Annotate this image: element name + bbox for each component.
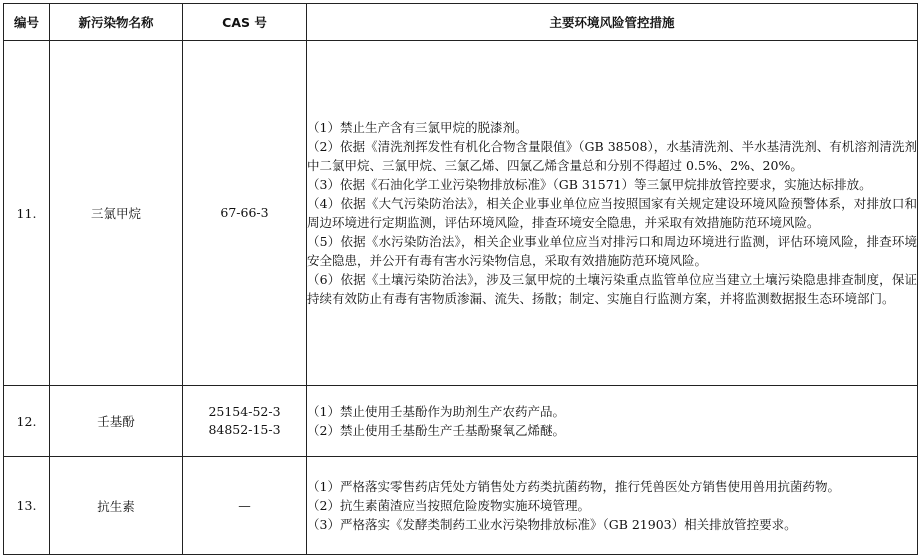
header-measures: 主要环境风险管控措施 (307, 4, 918, 41)
measure-item: （3）依据《石油化学工业污染物排放标准》（GB 31571）等三氯甲烷排放管控要求，实施达标排放。 (307, 177, 872, 192)
header-no: 编号 (4, 4, 50, 41)
measure-item: （2）抗生素菌渣应当按照危险废物实施环境管理。 (307, 498, 590, 513)
table-row (4, 457, 918, 555)
measure-item: （6）依据《土壤污染防治法》，涉及三氯甲烷的土壤污染重点监管单位应当建立土壤污染隐患排查制度，保证持续有效防止有毒有害物质渗漏、流失、扬散；制定、实施自行监测方案，并将监测数据报生态环境部门。 (307, 272, 917, 306)
cas-number: — (238, 497, 251, 513)
pollutant-table (3, 3, 918, 555)
row-no: 11. (4, 41, 50, 386)
cas-cell (183, 386, 307, 457)
header-row (4, 4, 918, 41)
measure-item: （5）依据《水污染防治法》，相关企业事业单位应当对排污口和周边环境进行监测，评估环境风险，排查环境安全隐患，并公开有毒有害水污染物信息，采取有效措施防范环境风险。 (307, 234, 917, 268)
pollutant-name: 壬基酚 (50, 386, 183, 457)
measures-cell (307, 386, 918, 457)
measure-item: （2）依据《清洗剂挥发性有机化合物含量限值》（GB 38508），水基清洗剂、半水基清洗剂、有机溶剂清洗剂中二氯甲烷、三氯甲烷、三氯乙烯、四氯乙烯含量总和分别不得超过 0.5%、2%、20%。 (307, 139, 917, 173)
header-name: 新污染物名称 (50, 4, 183, 41)
measures-cell (307, 457, 918, 555)
measure-item: （3）严格落实《发酵类制药工业水污染物排放标准》（GB 21903）相关排放管控要求。 (307, 517, 797, 532)
pollutant-name: 三氯甲烷 (50, 41, 183, 386)
table-row (4, 386, 918, 457)
table-row (4, 41, 918, 386)
pollutant-name: 抗生素 (50, 457, 183, 555)
measure-item: （4）依据《大气污染防治法》，相关企业事业单位应当按照国家有关规定建设环境风险预警体系，对排放口和周边环境进行定期监测，评估环境风险，排查环境安全隐患，并采取有效措施防范环境风险。 (307, 196, 917, 230)
measure-item: （2）禁止使用壬基酚生产壬基酚聚氧乙烯醚。 (307, 423, 565, 438)
cas-cell (183, 457, 307, 555)
header-cas: CAS 号 (183, 4, 307, 41)
cas-number: 67-66-3 (220, 205, 269, 220)
row-no: 13. (4, 457, 50, 555)
row-no: 12. (4, 386, 50, 457)
measures-cell (307, 41, 918, 386)
cas-cell (183, 41, 307, 386)
measure-item: （1）严格落实零售药店凭处方销售处方药类抗菌药物，推行凭兽医处方销售使用兽用抗菌药物。 (307, 479, 840, 494)
measure-item: （1）禁止生产含有三氯甲烷的脱漆剂。 (307, 120, 528, 135)
cas-number: 84852-15-3 (208, 422, 281, 437)
cas-number: 25154-52-3 (208, 404, 281, 419)
measure-item: （1）禁止使用壬基酚作为助剂生产农药产品。 (307, 404, 565, 419)
